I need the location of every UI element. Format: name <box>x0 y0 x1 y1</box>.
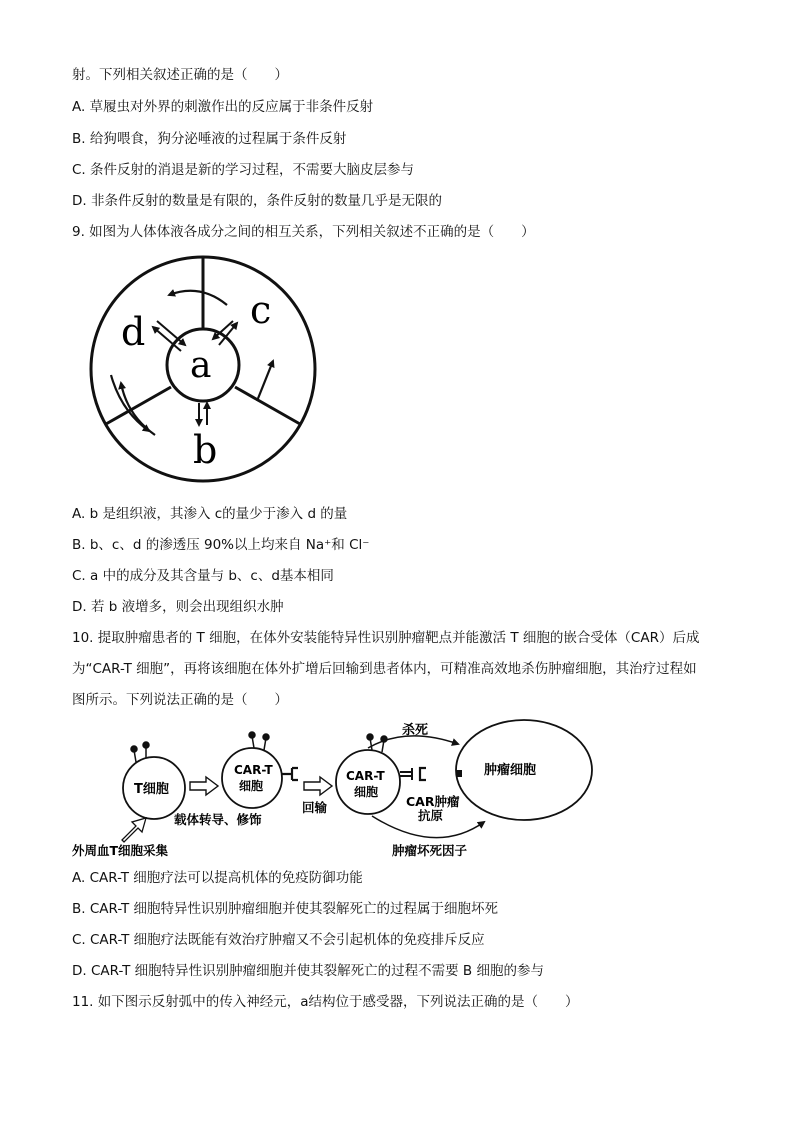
hollow-arrow-2 <box>304 777 332 795</box>
q11-stem: 11. 如下图示反射弧中的传入神经元，a结构位于感受器，下列说法正确的是（ ） <box>72 994 579 1010</box>
car-t-cell-1-label-bottom: 细胞 <box>239 779 264 793</box>
hollow-arrow-1 <box>190 777 218 795</box>
q9-option-a: A. b 是组织液，其渗入 c的量少于渗入 d 的量 <box>72 506 348 522</box>
q10-option-a: A. CAR-T 细胞疗法可以提高机体的免疫防御功能 <box>72 870 363 886</box>
q10-option-b: B. CAR-T 细胞特异性识别肿瘤细胞并使其裂解死亡的过程属于细胞坏死 <box>72 901 499 917</box>
q10-option-c: C. CAR-T 细胞疗法既能有效治疗肿瘤又不会引起机体的免疫排斥反应 <box>72 932 485 948</box>
t-cell-label: T细胞 <box>134 782 169 797</box>
collect-arrow <box>122 818 146 842</box>
label-b: b <box>193 428 218 472</box>
q8-option-c: C. 条件反射的消退是新的学习过程，不需要大脑皮层参与 <box>72 162 415 178</box>
q10-stem-line-1: 10. 提取肿瘤患者的 T 细胞，在体外安装能特异性识别肿瘤靶点并能激活 T 细胞的嵌合受体（CAR）后成 <box>72 630 700 646</box>
q10-option-d: D. CAR-T 细胞特异性识别肿瘤细胞并使其裂解死亡的过程不需要 B 细胞的参与 <box>72 963 544 979</box>
tumor-cell-label: 肿瘤细胞 <box>484 763 537 778</box>
label-a: a <box>190 345 212 386</box>
q9-option-c: C. a 中的成分及其含量与 b、c、d基本相同 <box>72 568 334 584</box>
label-c: c <box>250 288 272 332</box>
reinfuse-label: 回输 <box>302 800 328 815</box>
modify-label: 载体转导、修饰 <box>174 812 262 827</box>
car-t-therapy-diagram <box>66 716 606 864</box>
q9-option-b: B. b、c、d 的渗透压 90%以上均来自 Na⁺和 Cl⁻ <box>72 537 370 553</box>
car-t-cell-2-label-top: CAR-T <box>346 769 385 783</box>
q8-option-b: B. 给狗喂食，狗分泌唾液的过程属于条件反射 <box>72 131 347 147</box>
body-fluid-diagram <box>85 253 325 485</box>
car-t-cell-1-label-top: CAR-T <box>234 763 273 777</box>
label-d: d <box>121 310 146 354</box>
q8-stem: 射。下列相关叙述正确的是（ ） <box>72 67 288 83</box>
tnf-label: 肿瘤坏死因子 <box>392 843 468 858</box>
q9-stem: 9. 如图为人体体液各成分之间的相互关系，下列相关叙述不正确的是（ ） <box>72 224 535 240</box>
q10-stem-line-2: 为“CAR-T 细胞”，再将该细胞在体外扩增后回输到患者体内，可精准高效地杀伤肿瘤细胞，其治疗过程如 <box>72 661 697 677</box>
antigen-label-bottom: 抗原 <box>418 808 444 823</box>
kill-label: 杀死 <box>402 723 429 738</box>
q10-stem-line-3: 图所示。下列说法正确的是（ ） <box>72 692 288 708</box>
q8-option-d: D. 非条件反射的数量是有限的，条件反射的数量几乎是无限的 <box>72 193 442 209</box>
q9-option-d: D. 若 b 液增多，则会出现组织水肿 <box>72 599 284 615</box>
car-t-cell-2-label-bottom: 细胞 <box>354 785 379 799</box>
q8-option-a: A. 草履虫对外界的刺激作出的反应属于非条件反射 <box>72 99 374 115</box>
antigen-label-top: CAR肿瘤 <box>406 794 460 809</box>
collect-label: 外周血T细胞采集 <box>72 843 169 858</box>
car-t-cell-1 <box>222 748 282 808</box>
